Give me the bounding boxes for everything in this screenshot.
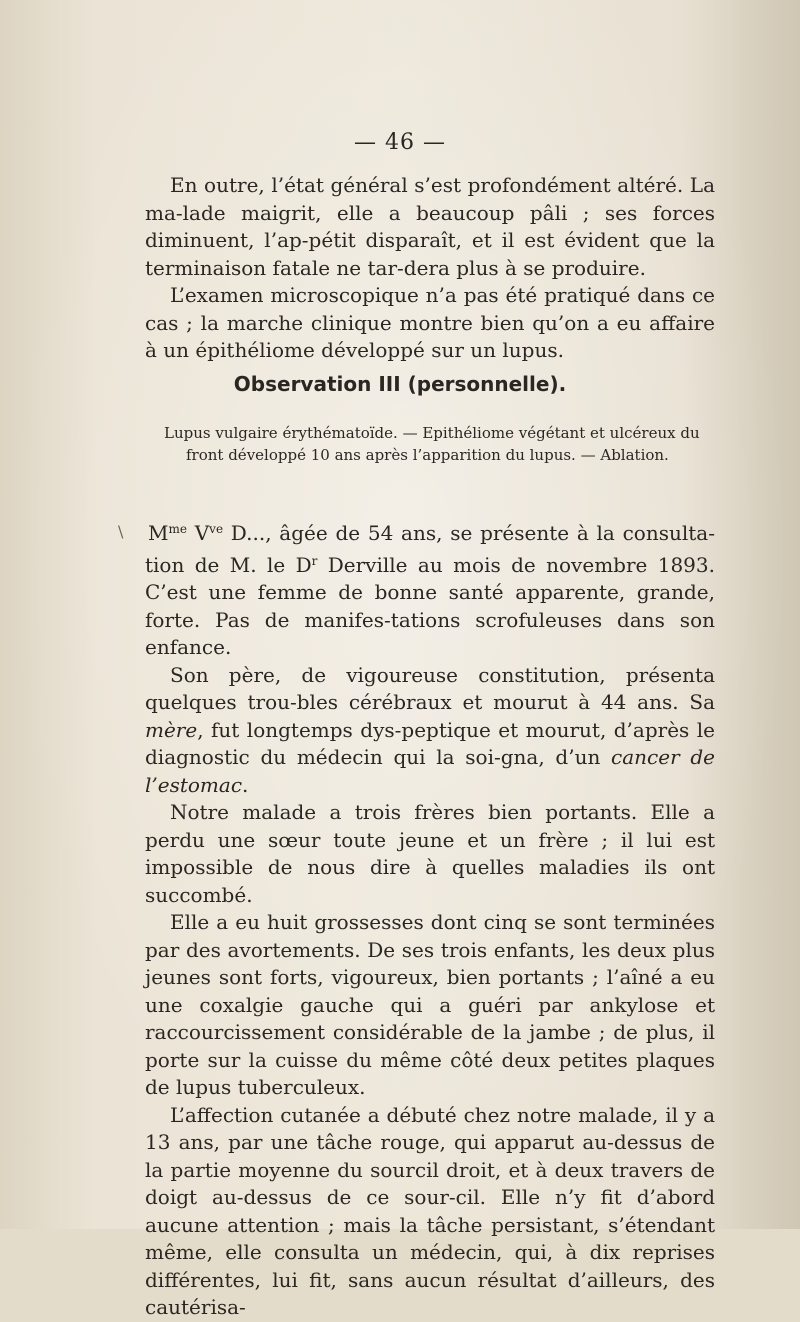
cancer-italic: cancer de l’estomac (145, 745, 715, 797)
paragraph: L’affection cutanée a débuté chez notre malade, il y a 13 ans, par une tâche rouge, qui apparut au-dessus de la partie moyenne du sourcil droit, et à deux travers de doigt au-dessus de ce sour-cil. Elle n’y fit d’abord aucune attention ; mais la tâche persistant, s’étendant même, elle consulta un médecin, qui, à dix reprises différentes, lui fit, sans aucun résultat d’ailleurs, des cautérisa- (145, 1102, 715, 1319)
title-mme: M (148, 521, 169, 545)
case-intro-text-a: D..., âgée de 54 ans, se présente à la consulta-tion de M. le D (145, 521, 715, 577)
paragraph: Elle a eu huit grossesses dont cinq se sont terminées par des avortements. De ses trois enfants, les deux plus jeunes sont forts, vigoureux, bien portants ; l’aîné a eu une coxalgie gauche qui a guéri par ankylose et raccourcissement considérable de la jambe ; de plus, il porte sur la cuisse du même côté deux petites plaques de lupus tuberculeux. (145, 910, 715, 1099)
mere-italic: mère (145, 717, 198, 742)
margin-mark: \ (118, 522, 124, 541)
summary-line-1: Lupus vulgaire érythématoïde. — Epithéliome végétant et ulcéreux du (164, 424, 700, 442)
paragraph: Notre malade a trois frères bien portants. Elle a perdu une sœur toute jeune et un frère ; il lui est impossible de nous dire à quelles maladies ils ont succombé. (145, 800, 715, 907)
observation-summary (164, 422, 709, 466)
summary-line-2: front développé 10 ans après l’apparition du lupus. — Ablation. (186, 446, 669, 464)
paragraph: L’examen microscopique n’a pas été pratiqué dans ce cas ; la marche clinique montre bien qu’on a eu affaire à un épithéliome développé sur un lupus. (145, 283, 715, 362)
dr-sup: r (311, 553, 318, 568)
page-number: — 46 — (354, 130, 446, 155)
father-paragraph (145, 662, 715, 800)
title-vve: V (194, 521, 210, 545)
case-intro-paragraph (145, 516, 715, 662)
title-vve-sup: ve (209, 522, 224, 536)
father-text-2: , fut longtemps dys-peptique et mourut, d’après le diagnostic du médecin qui la soi-gna, d’un (145, 717, 715, 769)
title-mme-sup: me (168, 522, 187, 536)
father-text: Son père, de vigoureuse constitution, présenta quelques trou-bles cérébraux et mourut à 44 ans. Sa (145, 662, 715, 714)
father-end: . (242, 772, 249, 797)
paragraph: En outre, l’état général s’est profondément altéré. La ma-lade maigrit, elle a beaucoup pâli ; ses forces diminuent, l’ap-pétit disparaît, et il est évident que la terminaison fatale ne tar-dera plus à se produire. (145, 173, 715, 280)
case-body (145, 516, 715, 1322)
observation-heading: Observation III (personnelle). (233, 372, 567, 396)
case-intro-text-b: Derville au mois de novembre 1893. C’est une femme de bonne santé apparente, grande, forte. Pas de manifes-tations scrofuleuses dans son enfance. (145, 552, 715, 659)
intro-section (145, 172, 715, 365)
